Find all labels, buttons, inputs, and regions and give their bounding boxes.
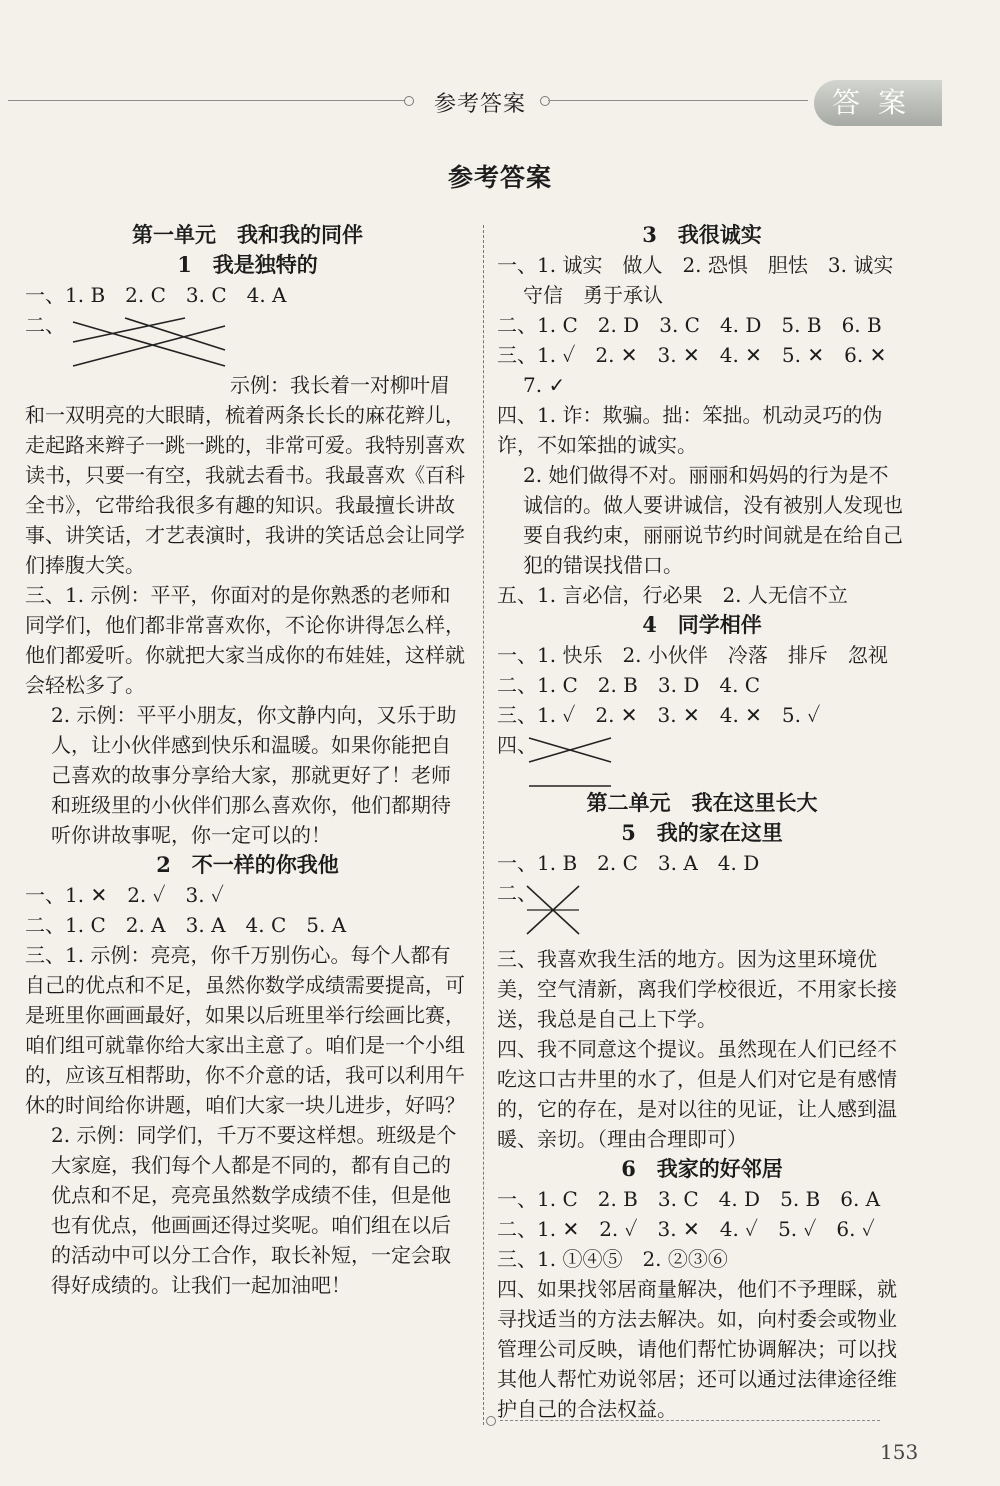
answer-line: 二、1. C 2. B 3. D 4. C (497, 673, 761, 697)
answer-line: 一、1. B 2. C 3. C 4. A (25, 283, 287, 307)
question-label: 二、 (497, 881, 537, 905)
answer-line: 二、1. C 2. D 3. C 4. D 5. B 6. B (497, 313, 882, 337)
answer-paragraph: 2. 她们做得不对。丽丽和妈妈的行为是不诚信的。做人要讲诚信，没有被别人发现也要自我约束，丽丽说节约时间就是在给自己犯的错误找借口。 (523, 463, 903, 577)
answer-paragraph: 2. 示例：同学们，千万不要这样想。班级是个大家庭，我们每个人都是不同的，都有自己的优点和不足，亮亮虽然数学成绩不佳，但是他也有优点，他画画还得过奖呢。咱们组在以后的活动中可以分工合作，取长补短，一定会取得好成绩的。让我们一起加油吧！ (51, 1123, 457, 1297)
answer-line: 三、1. ✓ 2. ✕ 3. ✕ 4. ✕ 5. ✓ (497, 703, 821, 727)
answer-line: 守信 勇于承认 (523, 283, 663, 307)
matching-lines-figure (525, 734, 615, 788)
question-label: 二、 (25, 313, 65, 337)
answer-line: 五、1. 言必信，行必果 2. 人无信不立 (497, 583, 848, 607)
lesson-heading: 4 同学相伴 (642, 612, 762, 637)
footer-dot (486, 1416, 496, 1426)
header-dot-right (540, 96, 550, 106)
example-text-start: 示例：我长着一对柳叶眉 (230, 373, 450, 397)
answer-line: 二、1. C 2. A 3. A 4. C 5. A (25, 913, 347, 937)
answer-paragraph: 四、1. 诈：欺骗。拙：笨拙。机动灵巧的伪诈，不如笨拙的诚实。 (497, 403, 883, 457)
matching-lines-figure (523, 882, 583, 940)
example-text: 和一双明亮的大眼睛，梳着两条长长的麻花辫儿，走起路来辫子一跳一跳的，非常可爱。我特别喜欢读书，只要一有空，我就去看书。我最喜欢《百科全书》，它带给我很多有趣的知识。我最擅长讲故事、讲笑话，才艺表演时，我讲的笑话总会让同学们捧腹大笑。 (25, 403, 465, 577)
answer-paragraph: 2. 示例：平平小朋友，你文静内向，又乐于助人，让小伙伴感到快乐和温暖。如果你能把自己喜欢的故事分享给大家，那就更好了！老师和班级里的小伙伴们那么喜欢你，他们都期待听你讲故事呢，你一定可以的！ (51, 703, 457, 847)
answer-line: 三、1. ✓ 2. ✕ 3. ✕ 4. ✕ 5. ✕ 6. ✕ (497, 343, 887, 367)
lesson-heading: 3 我很诚实 (642, 222, 762, 247)
page-title: 参考答案 (447, 163, 552, 192)
answer-paragraph: 三、1. 示例：亮亮，你千万别伤心。每个人都有自己的优点和不足，虽然你数学成绩需要提高，可是班里你画画最好，如果以后班里举行绘画比赛，咱们组可就靠你给大家出主意了。咱们是一个小组的，应该互相帮助，你不介意的话，我可以利用午休的时间给你讲题，咱们大家一块儿进步，好吗？ (25, 943, 465, 1117)
matching-answer-block (497, 878, 907, 944)
answer-paragraph: 三、我喜欢我生活的地方。因为这里环境优美，空气清新，离我们学校很近，不用家长接送，我总是自己上下学。 (497, 947, 897, 1031)
header-rule-right (548, 100, 808, 101)
answer-tab: 答案 (814, 80, 942, 126)
matching-answer-block (25, 310, 470, 580)
answer-line: 一、1. B 2. C 3. A 4. D (497, 851, 760, 875)
answer-line: 一、1. 诚实 做人 2. 恐惧 胆怯 3. 诚实 (497, 253, 894, 277)
answer-line: 三、1. ①④⑤ 2. ②③⑥ (497, 1247, 728, 1271)
right-column (497, 220, 907, 1424)
answer-paragraph: 三、1. 示例：平平，你面对的是你熟悉的老师和同学们，他们都非常喜欢你，不论你讲得怎么样，他们都爱听。你就把大家当成你的布娃娃，这样就会轻松多了。 (25, 583, 465, 697)
answer-paragraph: 四、我不同意这个提议。虽然现在人们已经不吃这口古井里的水了，但是人们对它是有感情的，它的存在，是对以往的见证，让人感到温暖、亲切。（理由合理即可） (497, 1037, 897, 1151)
lesson-heading: 6 我家的好邻居 (621, 1156, 783, 1181)
answer-line: 二、1. ✕ 2. ✓ 3. ✕ 4. ✓ 5. ✓ 6. ✓ (497, 1217, 875, 1241)
lesson-heading: 1 我是独特的 (177, 252, 318, 277)
header-rule-left (8, 100, 408, 101)
answer-line: 一、1. ✕ 2. ✓ 3. ✓ (25, 883, 224, 907)
page-number: 153 (880, 1440, 919, 1464)
matching-answer-block (497, 730, 907, 788)
column-divider (483, 225, 484, 1425)
answer-line: 7. ✓ (523, 373, 566, 397)
left-column (25, 220, 470, 1300)
unit-heading: 第一单元 我和我的同伴 (132, 222, 363, 247)
footer-rule (500, 1420, 880, 1421)
matching-lines-figure (65, 316, 235, 374)
header-title: 参考答案 (433, 92, 526, 117)
unit-heading: 第二单元 我在这里长大 (586, 790, 818, 815)
lesson-heading: 2 不一样的你我他 (156, 852, 339, 877)
answer-line: 一、1. 快乐 2. 小伙伴 冷落 排斥 忽视 (497, 643, 888, 667)
question-label: 四、 (497, 733, 537, 757)
answer-paragraph: 四、如果找邻居商量解决，他们不予理睬，就寻找适当的方法去解决。如，向村委会或物业管理公司反映，请他们帮忙协调解决；可以找其他人帮忙劝说邻居；还可以通过法律途径维护自己的合法权益。 (497, 1277, 897, 1421)
header-dot-left (404, 96, 414, 106)
answer-line: 一、1. C 2. B 3. C 4. D 5. B 6. A (497, 1187, 881, 1211)
lesson-heading: 5 我的家在这里 (621, 820, 783, 845)
